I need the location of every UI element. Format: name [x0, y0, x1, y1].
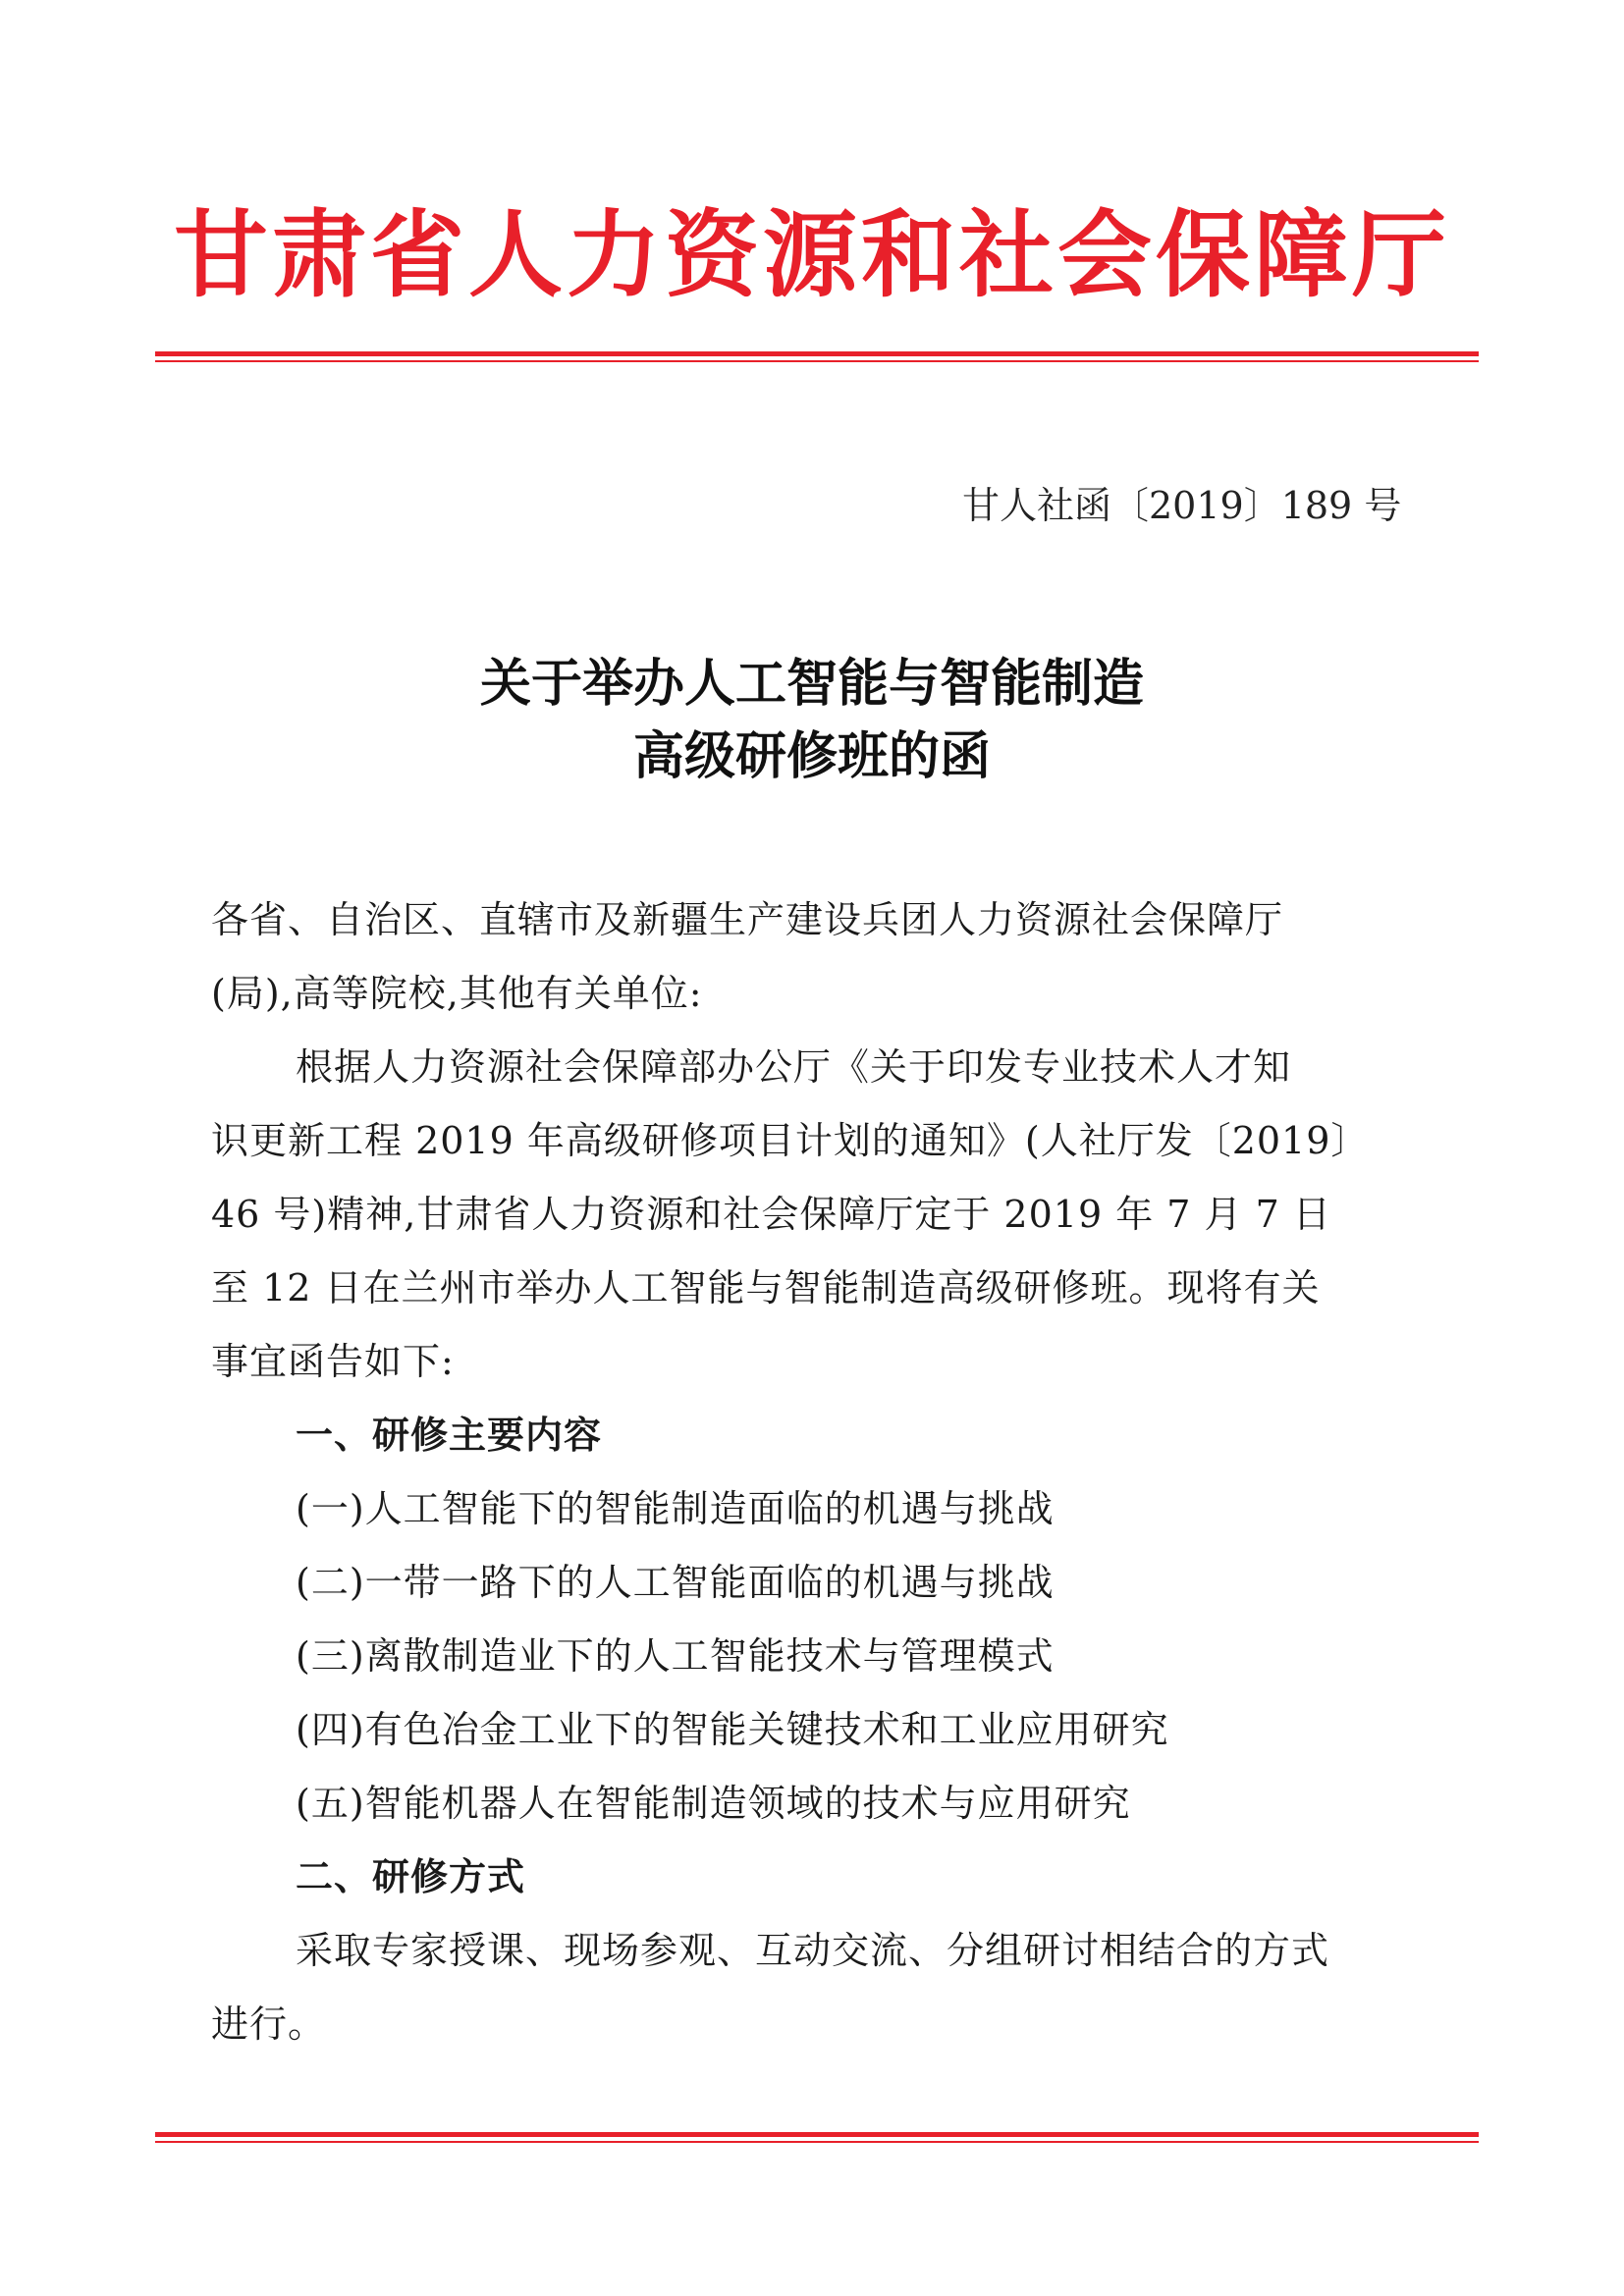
- paragraph-1-line-4: 至 12 日在兰州市举办人工智能与智能制造高级研修班。现将有关: [211, 1266, 1321, 1309]
- paragraph-1-line-1: 根据人力资源社会保障部办公厅《关于印发专业技术人才知: [296, 1045, 1292, 1089]
- section-1-heading: 一、研修主要内容: [296, 1414, 603, 1457]
- paragraph-1-line-2: 识更新工程 2019 年高级研修项目计划的通知》(人社厅发〔2019〕: [211, 1119, 1370, 1162]
- list-item: (五)智能机器人在智能制造领域的技术与应用研究: [296, 1782, 1131, 1825]
- rule-thin-line: [155, 2141, 1479, 2143]
- document-title: [147, 648, 1477, 793]
- list-item: (一)人工智能下的智能制造面临的机遇与挑战: [296, 1487, 1055, 1530]
- rule-thick-line: [155, 351, 1479, 356]
- title-line-1: 关于举办人工智能与智能制造: [479, 654, 1144, 714]
- document-number: 甘人社函〔2019〕189 号: [962, 484, 1402, 527]
- title-line-2: 高级研修班的函: [632, 726, 991, 786]
- section-2-heading: 二、研修方式: [296, 1855, 526, 1898]
- list-item: (四)有色冶金工业下的智能关键技术和工业应用研究: [296, 1708, 1169, 1751]
- document-body: [211, 883, 1429, 2061]
- paragraph-2-line-2: 进行。: [211, 2002, 327, 2046]
- rule-thin-line: [155, 360, 1479, 362]
- list-item: (二)一带一路下的人工智能面临的机遇与挑战: [296, 1561, 1055, 1604]
- paragraph-1-line-3: 46 号)精神,甘肃省人力资源和社会保障厅定于 2019 年 7 月 7 日: [211, 1193, 1331, 1236]
- letterhead-issuer: 甘肃省人力资源和社会保障厅: [174, 199, 1450, 310]
- footer-red-rule: [155, 2132, 1479, 2143]
- paragraph-2-line-1: 采取专家授课、现场参观、互动交流、分组研讨相结合的方式: [296, 1929, 1330, 1972]
- paragraph-1-line-5: 事宜函告如下:: [211, 1340, 455, 1383]
- list-item: (三)离散制造业下的人工智能技术与管理模式: [296, 1634, 1055, 1678]
- addressee-line-1: 各省、自治区、直辖市及新疆生产建设兵团人力资源社会保障厅: [211, 898, 1284, 941]
- letterhead-red-rule: [155, 351, 1479, 362]
- rule-thick-line: [155, 2132, 1479, 2137]
- addressee-line-2: (局),高等院校,其他有关单位:: [211, 972, 703, 1015]
